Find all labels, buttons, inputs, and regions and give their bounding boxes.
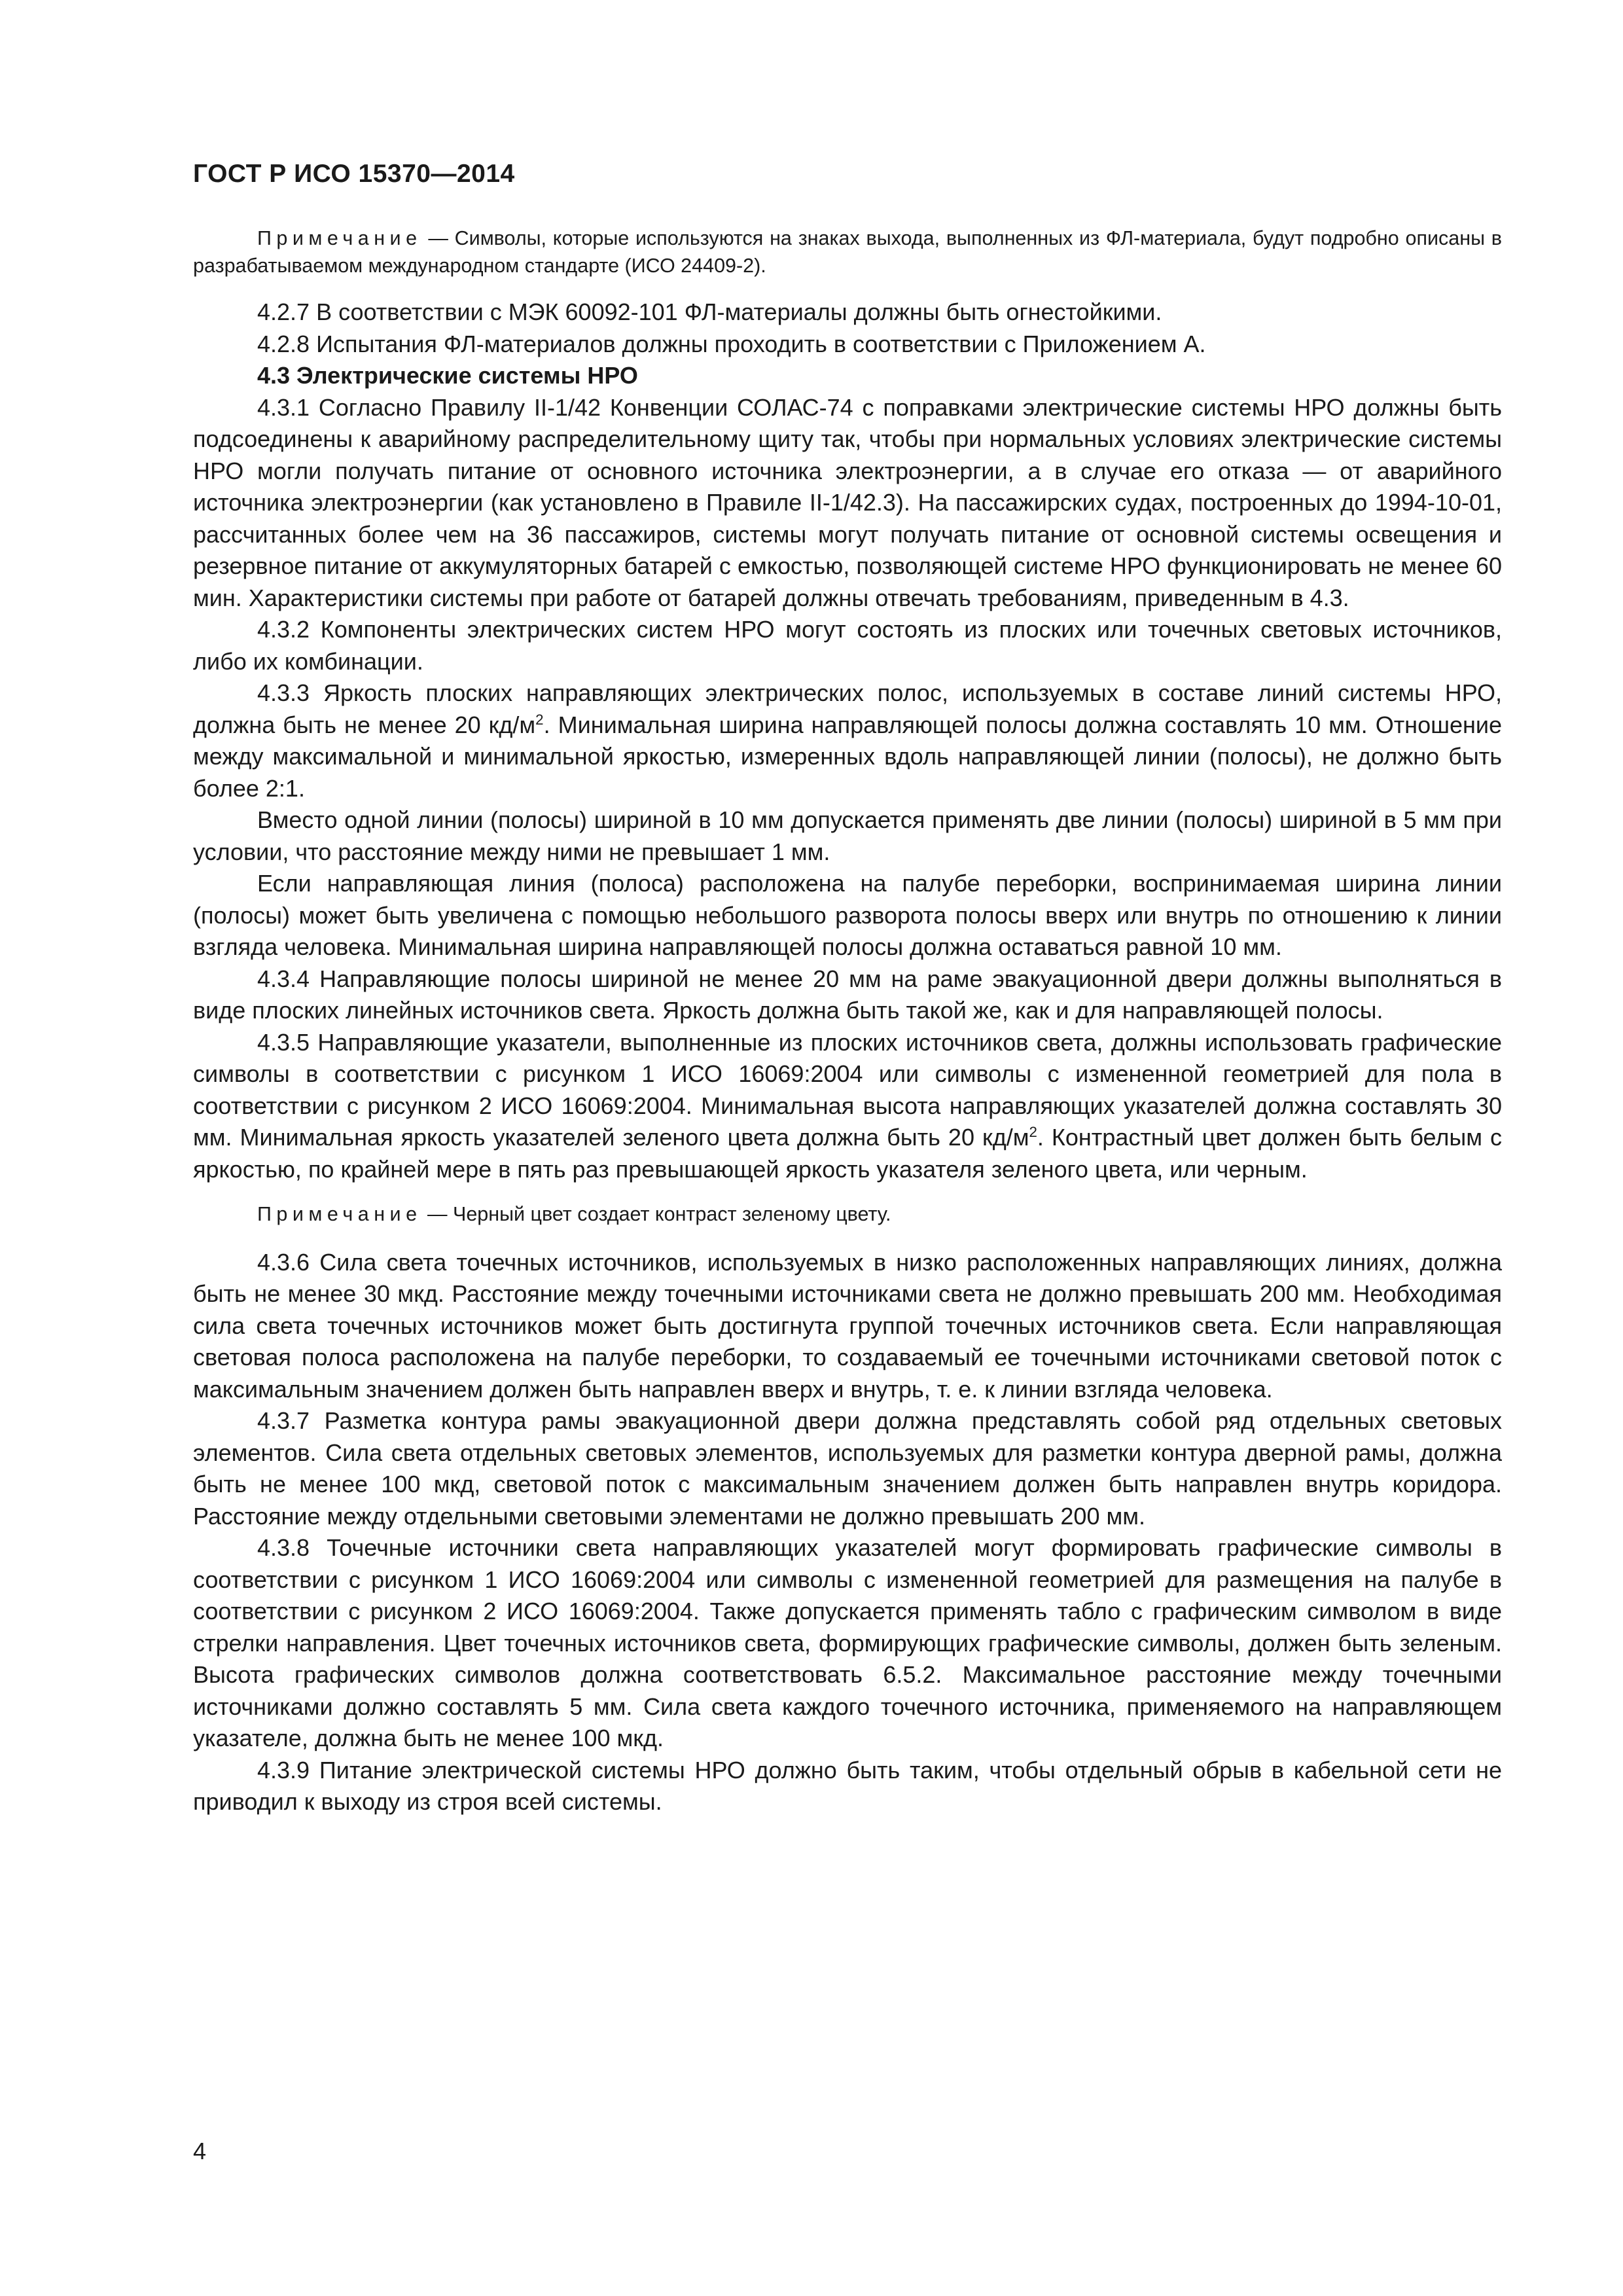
paragraph-4-3-3-b: Вместо одной линии (полосы) шириной в 10 мм допускается применять две линии (полосы) шириной в 5 мм при условии, что расстояние между ними не превышает 1 мм. (193, 806, 1502, 865)
paragraph-4-3-9: 4.3.9 Питание электрической системы НРО должно быть таким, чтобы отдельный обрыв в кабельной сети не приводил к выходу из строя всей системы. (193, 1756, 1502, 1815)
paragraph-4-3-6: 4.3.6 Сила света точечных источников, используемых в низко расположенных направляющих линиях, должна быть не менее 30 мкд. Расстояние между точечными источниками света не должно превышать 200 мм. Необходимая сила света точечных источников может быть достигнута группой точечных источников света. Если направляющая световая полоса расположена на палубе переборки, то создаваемый ее точечными источниками световой поток с максимальным значением должен быть направлен вверх и внутрь, т. е. к линии взгляда человека. (193, 1248, 1502, 1403)
paragraph-4-3-2: 4.3.2 Компоненты электрических систем НРО могут состоять из плоских или точечных световых источников, либо их комбинации. (193, 616, 1502, 675)
paragraph-4-3-8: 4.3.8 Точечные источники света направляющих указателей могут формировать графические символы в соответствии с рисунком 1 ИСО 16069:2004 или символы с измененной геометрией для размещения на палубе в соответствии с рисунком 2 ИСО 16069:2004. Также допускается применять табло с графическим символом в виде стрелки направления. Цвет точечных источников света, формирующих графические символы, должен быть зеленым. Высота графических символов должна соответствовать 6.5.2. Максимальное расстояние между точечными источниками должно составлять 5 мм. Сила света каждого точечного источника, применяемого на направляющем указателе, должна быть не менее 100 мкд. (193, 1534, 1502, 1751)
note-text: — Черный цвет создает контраст зеленому цвету. (421, 1203, 891, 1225)
note-label: Примечание (257, 1203, 422, 1225)
paragraph-4-3-7: 4.3.7 Разметка контура рамы эвакуационной двери должна представлять собой ряд отдельных световых элементов. Сила света отдельных световых элементов, используемых для разметки контура дверной рамы, должна быть не менее 100 мкд, световой поток с максимальным значением должен быть направлен внутрь коридора. Расстояние между отдельными световыми элементами не должно превышать 200 мм. (193, 1407, 1502, 1530)
page-number: 4 (193, 2138, 207, 2164)
paragraph-4-3-4: 4.3.4 Направляющие полосы шириной не менее 20 мм на раме эвакуационной двери должны выполняться в виде плоских линейных источников света. Яркость должна быть такой же, как и для направляющей полосы. (193, 965, 1502, 1024)
note-text: — Символы, которые используются на знаках выхода, выполненных из ФЛ-материала, будут подробно описаны в разрабатываемом международном стандарте (ИСО 24409-2). (193, 227, 1502, 277)
paragraph-text: 4.3.5 Направляющие указатели, выполненные из плоских источников света, должны использовать графические символы в соответствии с рисунком 1 ИСО 16069:2004 или символы с измененной геометрией для пола в соответствии с рисунком 2 ИСО 16069:2004. Минимальная высота направляющих указателей должна составлять 30 мм. Минимальная яркость указателей зеленого цвета должна быть 20 кд/м (193, 1028, 1502, 1151)
document-header: ГОСТ Р ИСО 15370—2014 (193, 160, 515, 188)
paragraph-4-3-1: 4.3.1 Согласно Правилу II-1/42 Конвенции СОЛАС-74 с поправками электрические системы НРО должны быть подсоединены к аварийному распределительному щиту так, чтобы при нормальных условиях электрические системы НРО могли получать питание от основного источника электроэнергии, а в случае его отказа — от аварийного источника электроэнергии (как установлено в Правиле II-1/42.3). На пассажирских судах, построенных до 1994-10-01, рассчитанных более чем на 36 пассажиров, системы могут получать питание от основной системы освещения и резервное питание от аккумуляторных батарей с емкостью, позволяющей системе НРО функционировать не менее 60 мин. Характеристики системы при работе от батарей должны отвечать требованиям, приведенным в 4.3. (193, 393, 1502, 611)
paragraph-4-3-3-c: Если направляющая линия (полоса) расположена на палубе переборки, воспринимаемая ширина линии (полосы) может быть увеличена с помощью небольшого разворота полосы вверх или внутрь по отношению к линии взгляда человека. Минимальная ширина направляющей полосы должна оставаться равной 10 мм. (193, 870, 1502, 960)
paragraph-text: . Минимальная ширина направляющей полосы должна составлять 10 мм. Отношение между максимальной и минимальной яркостью, измеренных вдоль направляющей линии (полосы), не должно быть более 2:1. (193, 711, 1503, 802)
paragraph-text: . Контрастный цвет должен быть белым с яркостью, по крайней мере в пять раз превышающей яркость указателя зеленого цвета, или черным. (193, 1124, 1503, 1183)
superscript: 2 (1029, 1124, 1037, 1140)
note-2 (193, 1201, 1502, 1229)
note-label: Примечание (257, 227, 422, 249)
paragraph-4-3-5 (193, 1027, 1502, 1186)
paragraph-4-2-8: 4.2.8 Испытания ФЛ-материалов должны проходить в соответствии с Приложением А. (257, 330, 1206, 357)
superscript: 2 (535, 711, 544, 728)
note-1 (193, 225, 1502, 279)
paragraph-4-3-3 (193, 677, 1502, 804)
paragraph-4-2-7: 4.2.7 В соответствии с МЭК 60092-101 ФЛ-материалы должны быть огнестойкими. (257, 298, 1162, 325)
document-body (193, 225, 1502, 1818)
paragraph-text: 4.3.3 Яркость плоских направляющих электрических полос, используемых в составе линий системы НРО, должна быть не менее 20 кд/м (193, 679, 1502, 738)
section-heading-4-3: 4.3 Электрические системы НРО (257, 362, 638, 389)
